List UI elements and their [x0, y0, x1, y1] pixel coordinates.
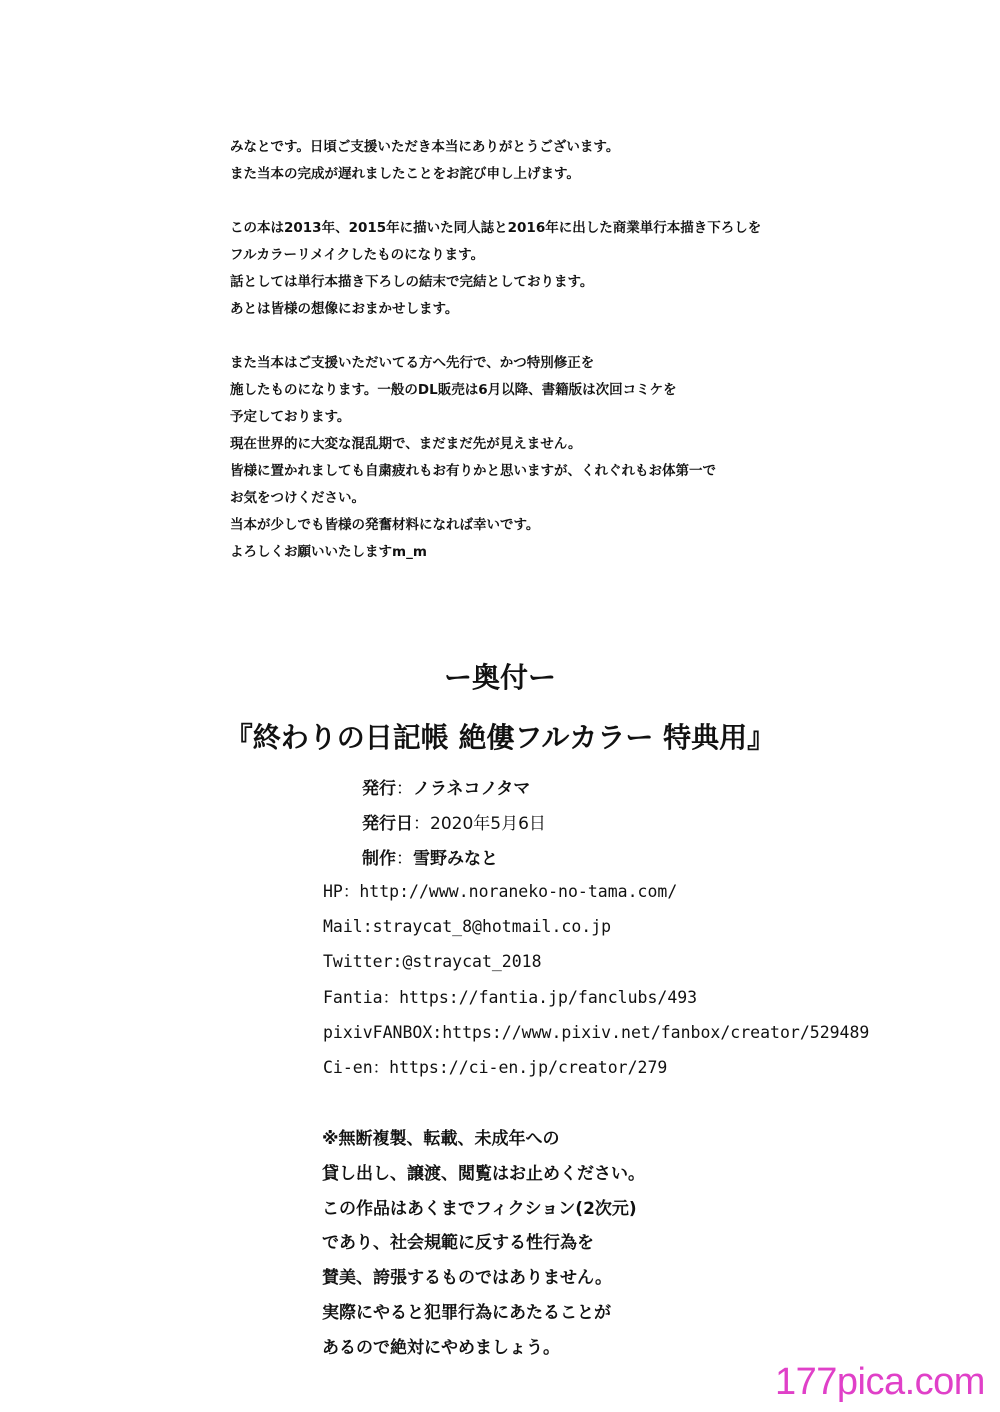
- colophon-credits: [362, 772, 546, 877]
- link-twitter: Twitter:@straycat_2018: [323, 952, 542, 972]
- link-mail: Mail:straycat_8@hotmail.co.jp: [323, 917, 612, 937]
- afterword: [230, 134, 950, 566]
- link-homepage: HP：http://www.noraneko-no-tama.com/: [323, 882, 678, 901]
- colophon-heading: ー奥付ー: [443, 661, 556, 694]
- credit-separator: ：: [396, 779, 413, 799]
- afterword-line: 皆様に置かれましても自粛疲れもお有りかと思いますが、くれぐれもお体第一で: [230, 463, 716, 479]
- credit-label: 発行: [362, 779, 396, 799]
- credit-value: ノラネコノタマ: [413, 779, 531, 799]
- link-fantia: Fantia：https://fantia.jp/fanclubs/493: [323, 987, 698, 1007]
- afterword-line: お気をつけください。: [230, 490, 365, 506]
- afterword-line: 施したものになります。一般のDL販売は6月以降、書籍版は次回コミケを: [230, 382, 677, 398]
- afterword-line: 現在世界的に大変な混乱期で、まだまだ先が見えません。: [230, 436, 582, 452]
- credit-label: 制作: [362, 849, 396, 869]
- afterword-line: この本は2013年、2015年に描いた同人誌と2016年に出した商業単行本描き下ろしを: [230, 220, 762, 236]
- credit-value: 雪野みなと: [413, 849, 498, 869]
- credit-label: 発行日: [362, 814, 413, 834]
- link-pixiv-fanbox: pixivFANBOX:https://www.pixiv.net/fanbox/creator/529489: [323, 1022, 870, 1042]
- afterword-paragraph-3: [230, 350, 950, 566]
- afterword-line: 話としては単行本描き下ろしの結末で完結としております。: [230, 274, 594, 290]
- afterword-line: 予定しております。: [230, 409, 351, 425]
- notice-line: 貸し出し、譲渡、閲覧はお止めください。: [322, 1163, 645, 1184]
- notice-line: あるので絶対にやめましょう。: [322, 1337, 560, 1358]
- afterword-line: 当本が少しでも皆様の発奮材料になれば幸いです。: [230, 517, 540, 533]
- legal-notice: [322, 1122, 645, 1366]
- link-ci-en: Ci-en：https://ci-en.jp/creator/279: [323, 1057, 668, 1077]
- afterword-line: よろしくお願いいたしますm_m: [230, 544, 427, 560]
- credit-value: 2020年5月6日: [430, 814, 546, 834]
- watermark: 177pica.com: [775, 1361, 985, 1403]
- book-title: 『終わりの日記帳 絶僂フルカラー 特典用』: [224, 721, 776, 754]
- credit-separator: ：: [413, 814, 430, 834]
- afterword-line: フルカラーリメイクしたものになります。: [230, 247, 485, 263]
- contact-links: [323, 874, 869, 1085]
- credit-author: [362, 842, 546, 877]
- afterword-paragraph-2: [230, 215, 950, 323]
- credit-separator: ：: [396, 849, 413, 869]
- notice-line: この作品はあくまでフィクション(2次元): [322, 1198, 637, 1219]
- afterword-paragraph-1: [230, 134, 950, 188]
- notice-line: であり、社会規範に反する性行為を: [322, 1233, 594, 1254]
- afterword-line: みなとです。日頃ご支援いただき本当にありがとうございます。: [230, 139, 620, 155]
- credit-publish-date: [362, 807, 546, 842]
- credit-publisher: [362, 772, 546, 807]
- afterword-line: また当本の完成が遅れましたことをお詫び申し上げます。: [230, 166, 580, 182]
- notice-line: 賛美、誇張するものではありません。: [322, 1268, 613, 1289]
- notice-line: 実際にやると犯罪行為にあたることが: [322, 1302, 611, 1323]
- afterword-line: また当本はご支援いただいてる方へ先行で、かつ特別修正を: [230, 355, 595, 371]
- afterword-line: あとは皆様の想像におまかせします。: [230, 301, 459, 317]
- notice-line: ※無断複製、転載、未成年への: [322, 1129, 560, 1149]
